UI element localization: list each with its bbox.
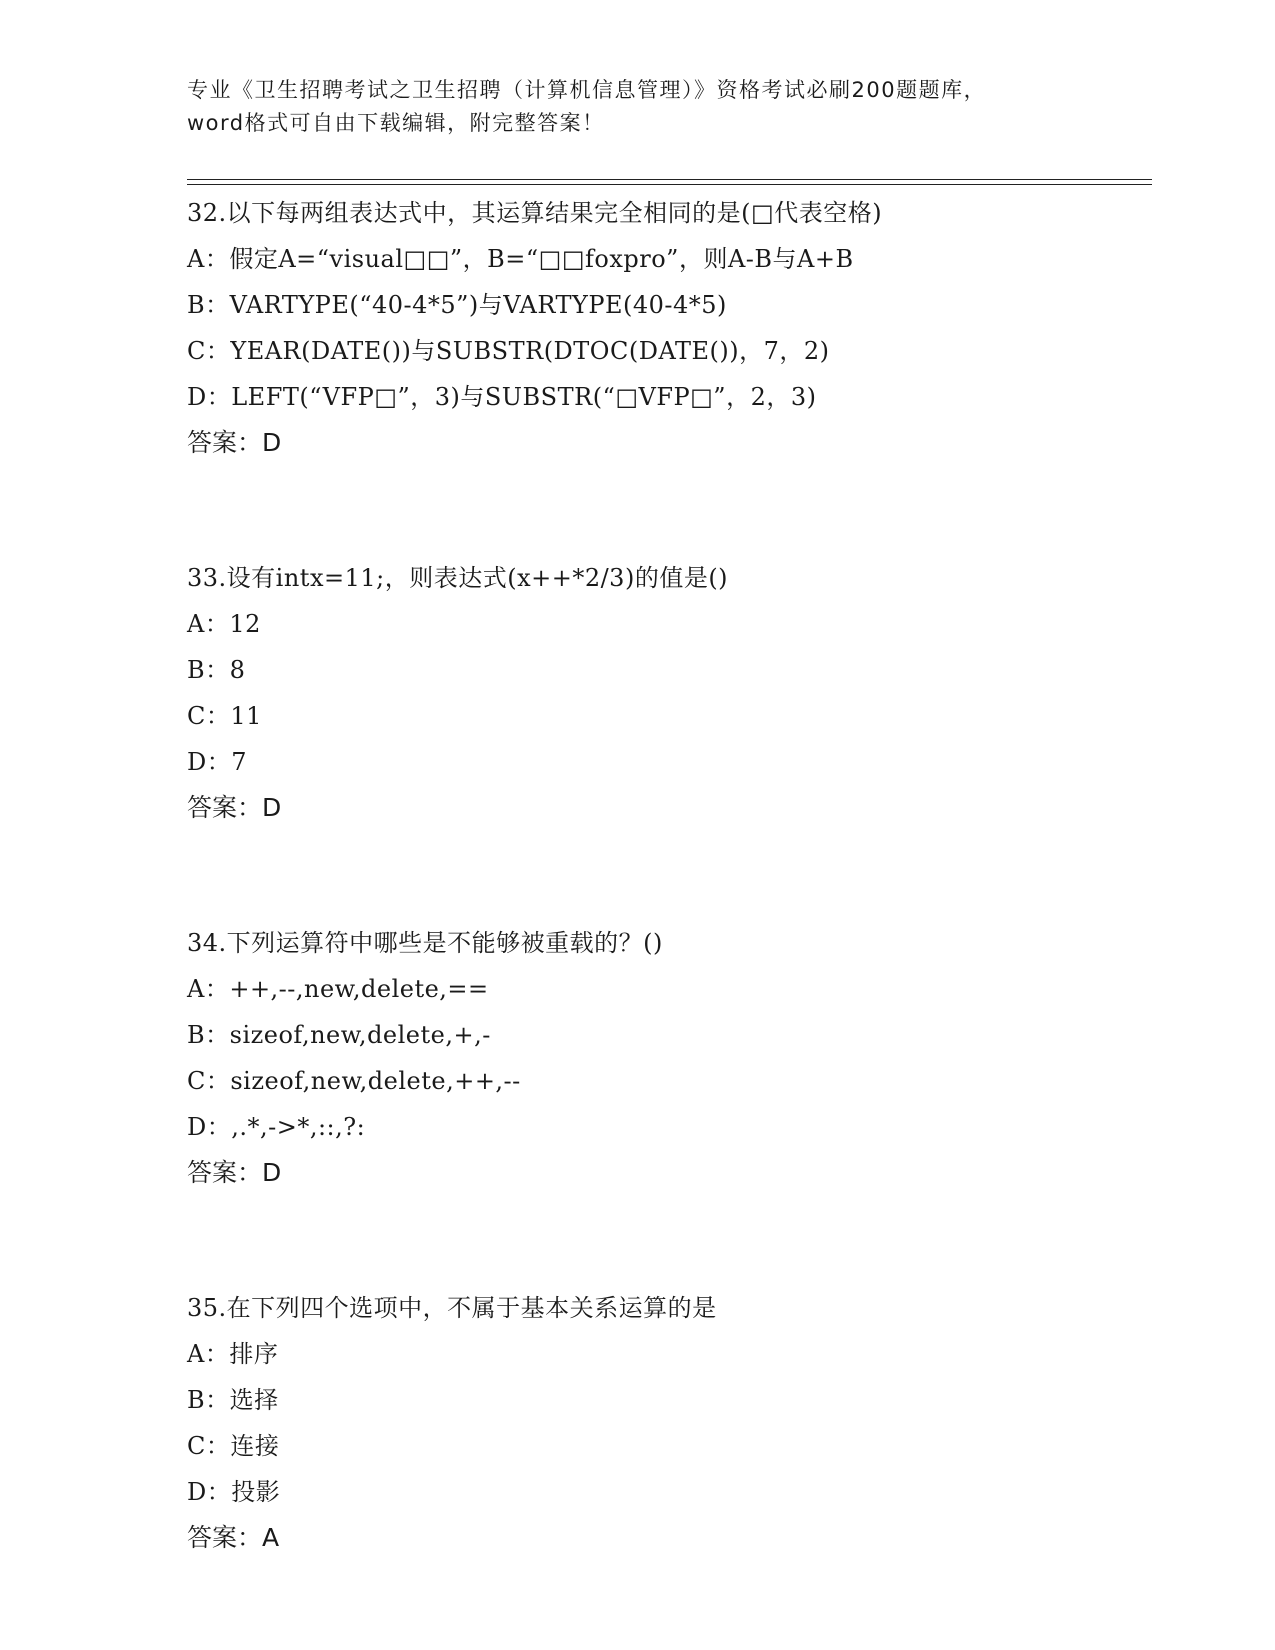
option-a: A：++,--,new,delete,== xyxy=(187,975,489,1003)
question-stem: 32.以下每两组表达式中，其运算结果完全相同的是(□代表空格) xyxy=(187,199,883,227)
question-35 xyxy=(187,1285,1147,1561)
header-divider-top xyxy=(187,179,1152,180)
question-spacer xyxy=(187,831,1147,920)
question-spacer xyxy=(187,466,1147,555)
header-line-2: word格式可自由下载编辑，附完整答案！ xyxy=(187,111,605,135)
header-line-1: 专业《卫生招聘考试之卫生招聘（计算机信息管理）》资格考试必刷200题题库， xyxy=(187,78,987,102)
option-c: C：YEAR(DATE())与SUBSTR(DTOC(DATE())，7，2) xyxy=(187,337,830,365)
question-spacer xyxy=(187,1196,1147,1285)
question-32 xyxy=(187,190,1147,466)
option-b: B：sizeof,new,delete,+,- xyxy=(187,1021,491,1049)
document-header xyxy=(187,74,1087,140)
question-33 xyxy=(187,555,1147,831)
question-34 xyxy=(187,920,1147,1196)
option-d: D：7 xyxy=(187,748,248,776)
option-a: A：排序 xyxy=(187,1340,279,1368)
option-d: D：,.*,->*,::,?: xyxy=(187,1113,366,1141)
question-list xyxy=(187,190,1147,1561)
option-a: A：假定A=“visual□□”，B=“□□foxpro”，则A-B与A+B xyxy=(187,245,854,273)
option-c: C：连接 xyxy=(187,1432,280,1460)
answer: 答案：D xyxy=(187,793,282,822)
option-d: D：LEFT(“VFP□”，3)与SUBSTR(“□VFP□”，2，3) xyxy=(187,383,817,411)
question-stem: 34.下列运算符中哪些是不能够被重载的？() xyxy=(187,929,663,957)
answer: 答案：A xyxy=(187,1523,280,1552)
option-c: C：11 xyxy=(187,702,262,730)
option-b: B：8 xyxy=(187,656,246,684)
answer: 答案：D xyxy=(187,1158,282,1187)
option-b: B：VARTYPE(“40-4*5”)与VARTYPE(40-4*5) xyxy=(187,291,727,319)
question-stem: 35.在下列四个选项中，不属于基本关系运算的是 xyxy=(187,1294,717,1322)
header-divider-bottom xyxy=(187,184,1152,185)
question-stem: 33.设有intx=11;，则表达式(x++*2/3)的值是() xyxy=(187,564,729,592)
option-b: B：选择 xyxy=(187,1386,279,1414)
option-c: C：sizeof,new,delete,++,-- xyxy=(187,1067,521,1095)
answer: 答案：D xyxy=(187,428,282,457)
option-a: A：12 xyxy=(187,610,261,638)
option-d: D：投影 xyxy=(187,1478,281,1506)
